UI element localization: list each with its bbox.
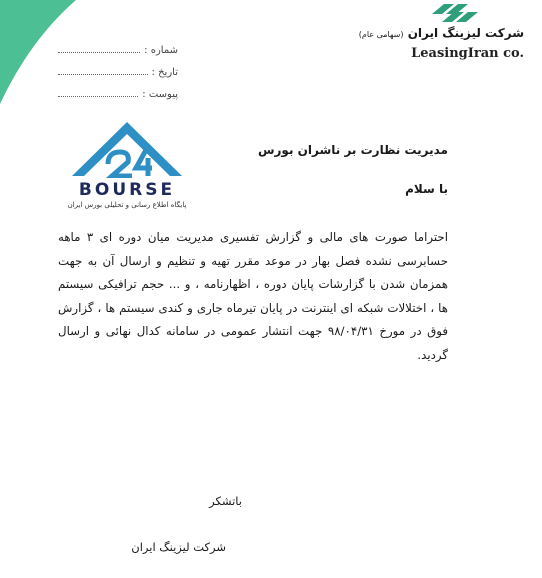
company-name-fa (359, 26, 524, 40)
number-label: شماره : (144, 45, 178, 56)
number-blank (58, 52, 140, 53)
bourse-word: BOURSE (78, 180, 176, 200)
letter-body: احتراما صورت های مالی و گزارش تفسیری مدیریت میان دوره ای ۳ ماهه حسابرسی نشده فصل بهار در موعد مقرر تهیه و تنظیم و ارسال آن به جهت همزمان شدن با گزارشات پایان دوره ، اظهارنامه ، و ... حجم ترافیکی سیستم ها ، اختلالات شبکه ای اینترنت در پایان تیرماه جاری و کندی سیستم ها ، گزارش فوق در مورخ ۹۸/۰۴/۳۱ جهت انتشار عمومی در سامانه کدال نهائی و ارسال گردید. (58, 230, 448, 362)
bourse-subtitle: پایگاه اطلاع رسانی و تحلیلی بورس ایران (67, 201, 187, 209)
date-label: تاریخ : (151, 67, 178, 78)
recipient: مدیریت نظارت بر ناشران بورس (257, 143, 448, 157)
attachment-label: پیوست : (142, 89, 178, 100)
company-name-text: شرکت لیزینگ ایران (407, 26, 524, 40)
company-name-en: LeasingIran co. (411, 46, 524, 61)
bourse-logo (50, 120, 204, 209)
company-logo-icon (430, 2, 480, 28)
bourse-triangle-icon (50, 120, 204, 178)
number-field (58, 34, 178, 56)
signature: شرکت لیزینگ ایران (131, 540, 226, 554)
company-type: (سهامی عام) (358, 30, 404, 39)
attachment-field (58, 78, 178, 100)
closing: باتشکر (209, 494, 242, 508)
letter-meta-fields (58, 34, 178, 100)
greeting: با سلام (405, 182, 448, 196)
date-field (58, 56, 178, 78)
date-blank (58, 74, 148, 75)
attachment-blank (58, 96, 138, 97)
